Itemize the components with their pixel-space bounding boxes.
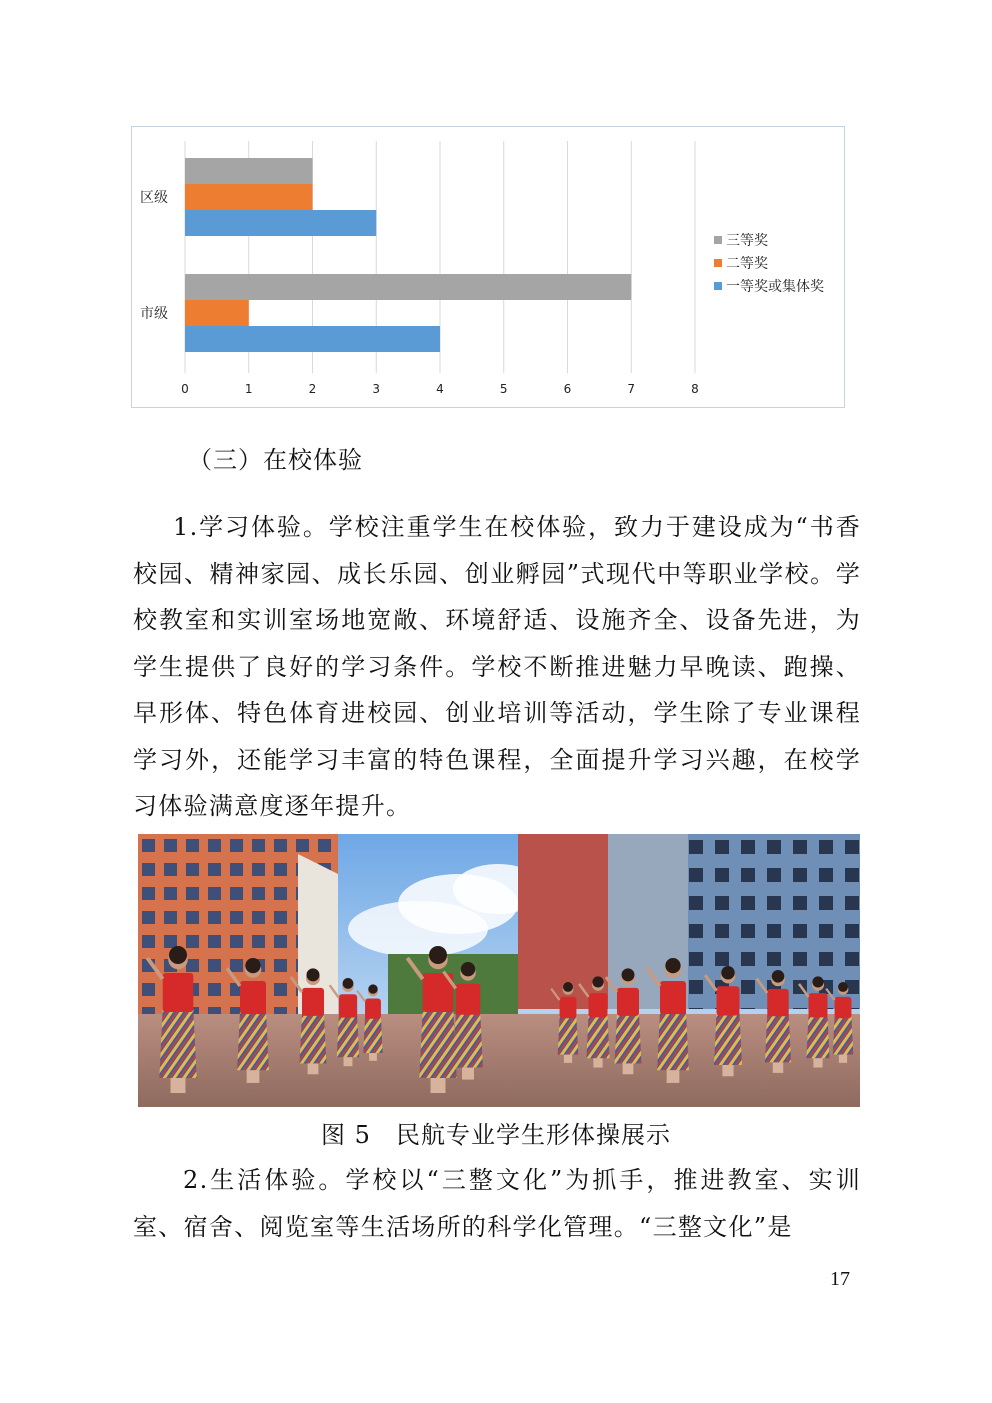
dancer-hair bbox=[772, 970, 785, 983]
category-label: 市级 bbox=[140, 306, 168, 322]
chart-legend bbox=[714, 233, 824, 295]
dancer-vest bbox=[163, 973, 194, 1012]
category-label: 区级 bbox=[140, 190, 168, 206]
legend-label: 二等奖 bbox=[726, 256, 768, 272]
legend-label: 三等奖 bbox=[726, 233, 768, 249]
legend-swatch bbox=[714, 259, 722, 267]
dancer-vest bbox=[835, 997, 852, 1018]
chart-x-ticks bbox=[181, 382, 699, 396]
dancer-legs bbox=[773, 1062, 783, 1073]
legend-label: 一等奖或集体奖 bbox=[726, 279, 824, 295]
dancer-skirt bbox=[765, 1014, 791, 1062]
dancer-hair bbox=[368, 984, 377, 993]
dancer-hair bbox=[622, 968, 635, 981]
dancer-skirt bbox=[586, 1015, 609, 1058]
x-tick-label: 8 bbox=[691, 382, 699, 396]
legend-swatch bbox=[714, 282, 722, 290]
dancer-hair bbox=[245, 958, 260, 973]
x-tick-label: 0 bbox=[181, 382, 189, 396]
dancer-skirt bbox=[714, 1013, 742, 1065]
dancer-hair bbox=[169, 946, 187, 964]
dancer-hair bbox=[665, 958, 680, 973]
dancer-skirt bbox=[237, 1012, 269, 1071]
dancer-legs bbox=[593, 1058, 602, 1067]
chart-svg bbox=[132, 127, 844, 407]
dancer-legs bbox=[667, 1070, 680, 1083]
dancer-vest bbox=[240, 981, 266, 1014]
dancer-hair bbox=[461, 962, 475, 976]
dancer-hair bbox=[592, 976, 603, 987]
bar bbox=[185, 184, 313, 210]
dancer-hair bbox=[307, 968, 320, 981]
dancer-skirt bbox=[300, 1014, 327, 1064]
chart-categories bbox=[140, 190, 168, 322]
dancer-skirt bbox=[159, 1009, 196, 1078]
dancer-skirt bbox=[806, 1015, 829, 1058]
dancer-hair bbox=[429, 946, 447, 964]
section-heading: （三）在校体验 bbox=[188, 446, 363, 474]
figure-caption: 图 5 民航专业学生形体操展示 bbox=[321, 1121, 671, 1149]
dancer-skirt bbox=[453, 1012, 483, 1067]
x-tick-label: 4 bbox=[436, 382, 444, 396]
dancer-legs bbox=[722, 1065, 733, 1076]
dancer-vest bbox=[302, 988, 324, 1016]
x-tick-label: 3 bbox=[372, 382, 381, 396]
dancer-legs bbox=[623, 1063, 634, 1074]
x-tick-label: 5 bbox=[499, 382, 508, 396]
dancer-skirt bbox=[558, 1017, 579, 1055]
dancer-vest bbox=[456, 984, 480, 1015]
photo-illustration bbox=[138, 834, 860, 1107]
dancer-vest bbox=[617, 988, 639, 1016]
page-number: 17 bbox=[830, 1268, 850, 1290]
dancer-skirt bbox=[337, 1016, 359, 1057]
dancer-vest bbox=[560, 997, 577, 1018]
dancer-legs bbox=[813, 1058, 822, 1067]
x-tick-label: 7 bbox=[627, 382, 636, 396]
dancer-legs bbox=[564, 1055, 572, 1063]
dancer-hair bbox=[812, 976, 823, 987]
chart-bars bbox=[185, 158, 631, 352]
bar bbox=[185, 326, 440, 352]
dancer-vest bbox=[589, 993, 608, 1017]
dancer-legs bbox=[171, 1078, 186, 1093]
bar bbox=[185, 210, 376, 236]
bar bbox=[185, 158, 313, 184]
dancer-skirt bbox=[833, 1017, 854, 1055]
paragraph-life-experience: 2.生活体验。学校以“三整文化”为抓手，推进教室、实训室、宿舍、阅览室等生活场所的科学化管理。“三整文化”是 bbox=[133, 1166, 861, 1241]
dancer-skirt bbox=[363, 1017, 382, 1053]
dancer-skirt bbox=[657, 1012, 689, 1071]
dancer-skirt bbox=[615, 1014, 642, 1064]
legend-swatch bbox=[714, 236, 722, 244]
dancer-vest bbox=[660, 981, 686, 1014]
x-tick-label: 2 bbox=[308, 382, 317, 396]
dancer-vest bbox=[339, 994, 357, 1017]
dancer-legs bbox=[308, 1063, 319, 1074]
photo-students-performance bbox=[138, 834, 860, 1107]
dancer-skirt bbox=[419, 1009, 456, 1078]
dancer-legs bbox=[839, 1055, 847, 1063]
x-tick-label: 6 bbox=[563, 382, 572, 396]
dancer-legs bbox=[369, 1053, 377, 1061]
dancer-vest bbox=[809, 993, 828, 1017]
dancer-vest bbox=[717, 986, 740, 1015]
dancer-legs bbox=[431, 1078, 446, 1093]
award-bar-chart bbox=[131, 126, 845, 408]
dancer-legs bbox=[247, 1070, 260, 1083]
dancer-hair bbox=[563, 982, 573, 992]
dancer-vest bbox=[365, 998, 381, 1018]
dancer-legs bbox=[462, 1068, 474, 1080]
paragraph-learning-experience: 1.学习体验。学校注重学生在校体验，致力于建设成为“书香校园、精神家园、成长乐园、创业孵园”式现代中等职业学校。学校教室和实训室场地宽敞、环境舒适、设施齐全、设备先进，为学生提供了良好的学习条件。学校不断推进魅力早晚读、跑操、早形体、特色体育进校园、创业培训等活动，学生除了专业课程学习外，还能学习丰富的特色课程，全面提升学习兴趣，在校学习体验满意度逐年提升。 bbox=[133, 513, 861, 820]
dancer-legs bbox=[344, 1057, 353, 1066]
dancer-vest bbox=[767, 989, 788, 1016]
x-tick-label: 1 bbox=[244, 382, 253, 396]
bar bbox=[185, 300, 249, 326]
dancer-hair bbox=[343, 978, 354, 989]
dancer-hair bbox=[838, 982, 848, 992]
dancer-hair bbox=[721, 966, 735, 980]
bar bbox=[185, 274, 631, 300]
